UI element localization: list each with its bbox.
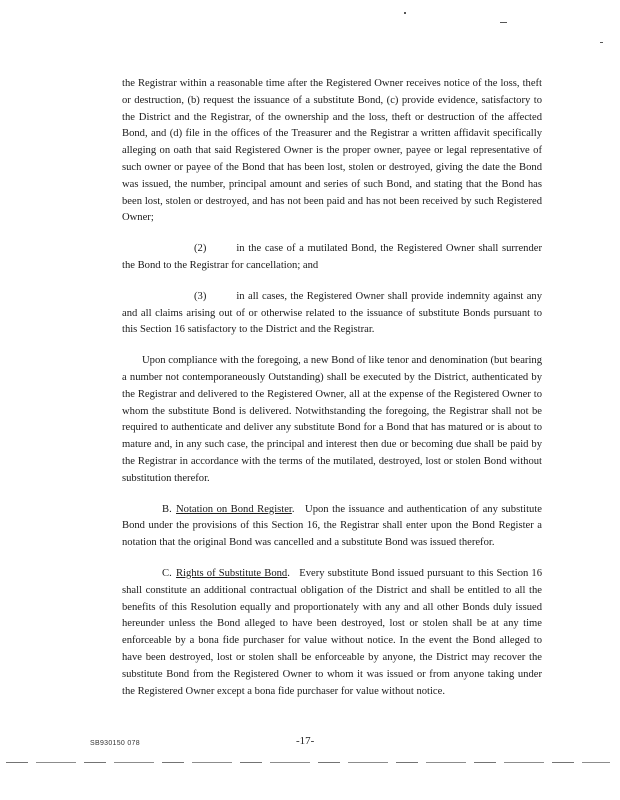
section-heading: Rights of Substitute Bond <box>176 567 288 579</box>
scan-speck <box>600 42 603 43</box>
document-id: SB930150 078 <box>90 740 140 747</box>
section-text: Every substitute Bond issued pursuant to this Section 16 shall constitute an additional contractual obligation of the District and shall be entitled to all the benefits of this Resolution equally and proportionately with any and all other Bonds duly issued hereunder unless the Bond alleged to have been destroyed, lost or stolen shall be at any time enforceable by a bona fide purchaser for value without notice. In the event the Bond alleged to have been destroyed, lost or stolen shall be enforceable by anyone, the District may recover the substitute Bond from the Registered Owner to whom it was issued or from anyone taking under the Registered Owner except a bona fide purchaser for value without notice. <box>122 567 543 697</box>
section-c: C. Rights of Substitute Bond. Every substitute Bond issued pursuant to this Section 16 shall constitute an additional contractual obligation of the District and shall be entitled to all the benefits of this Resolution equally and proportionately with any and all other Bonds duly issued hereunder unless the Bond alleged to have been destroyed, lost or stolen shall be at any time enforceable by a bona fide purchaser for value without notice. In the event the Bond alleged to have been destroyed, lost or stolen shall be enforceable by anyone, the District may recover the substitute Bond from the Registered Owner to whom it was issued or from anyone taking under the Registered Owner except a bona fide purchaser for value without notice. <box>122 567 543 697</box>
scan-speck <box>500 22 507 23</box>
scan-speck <box>404 12 406 14</box>
list-item-2 <box>122 241 542 275</box>
list-text: in the case of a mutilated Bond, the Registered Owner shall surrender the Bond to the Registrar for cancellation; and <box>122 243 542 271</box>
list-number: (2) <box>194 243 207 255</box>
scan-edge-line <box>6 762 610 763</box>
section-letter: B. <box>162 503 172 515</box>
section-text: Upon the issuance and authentication of any substitute Bond under the provisions of this Section 16, the Registrar shall enter upon the Bond Register a notation that the original Bond was cancelled and a substitute Bond was issued therefor. <box>122 503 543 549</box>
list-item-3 <box>122 289 542 339</box>
list-text: in all cases, the Registered Owner shall provide indemnity against any and all claims arising out of or otherwise related to the issuance of substitute Bonds pursuant to this Section 16 satisfactory to the District and the Registrar. <box>122 290 542 336</box>
paragraph-continuation: the Registrar within a reasonable time after the Registered Owner receives notice of the loss, theft or destruction, (b) request the issuance of a substitute Bond, (c) provide evidence, satisfactory to the District and the Registrar, of the ownership and the loss, theft or destruction of the affected Bond, and (d) file in the offices of the Treasurer and the Registrar a written affidavit specifically alleging on oath that said Registered Owner is the proper owner, payee or legal representative of such owner or payee of the Bond that has been lost, stolen or destroyed, giving the date the Bond was issued, the number, principal amount and series of such Bond, and stating that the Bond has been lost, stolen or destroyed, and has not been paid and has not been received by such Registered Owner; <box>122 78 542 224</box>
list-number: (3) <box>194 290 207 302</box>
section-letter: C. <box>162 567 172 579</box>
section-heading: Notation on Bond Register <box>176 503 292 515</box>
paragraph-compliance: Upon compliance with the foregoing, a new Bond of like tenor and denomination (but bearing a number not contemporaneously Outstanding) shall be executed by the District, authenticated by the Registrar and delivered to the Registered Owner, all at the expense of the Registered Owner to whom the substitute Bond is delivered. Notwithstanding the foregoing, the Registrar shall not be required to authenticate and deliver any substitute Bond for a Bond that has matured or is about to mature and, in any such case, the principal and interest then due or becoming due shall be paid by the Registrar in accordance with the terms of the mutilated, destroyed, lost or stolen Bond without substitution therefor. <box>122 355 542 484</box>
page-number: -17- <box>296 735 315 747</box>
section-b: B. Notation on Bond Register. Upon the issuance and authentication of any substitute Bond under the provisions of this Section 16, the Registrar shall enter upon the Bond Register a notation that the original Bond was cancelled and a substitute Bond was issued therefor. <box>122 503 543 549</box>
document-body <box>122 76 542 714</box>
